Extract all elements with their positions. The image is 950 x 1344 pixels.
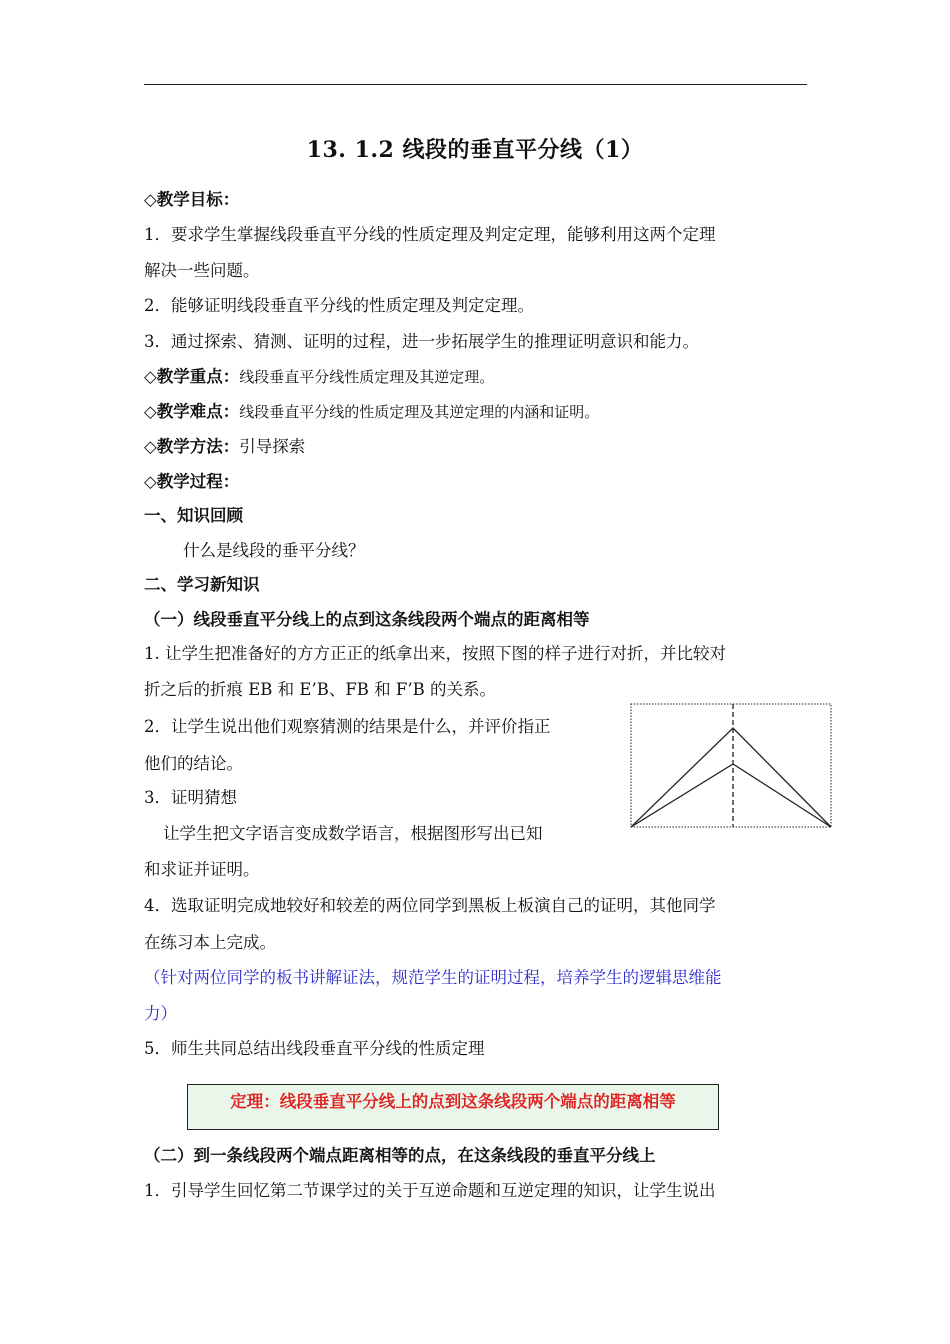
focus-row bbox=[144, 366, 494, 388]
step1-a: 1. 让学生把准备好的方方正正的纸拿出来，按照下图的样子进行对折，并比较对 bbox=[144, 644, 726, 663]
method-label: ◇教学方法： bbox=[144, 437, 240, 456]
section1-question: 什么是线段的垂平分线？ bbox=[183, 541, 365, 560]
step4-b: 在练习本上完成。 bbox=[144, 933, 276, 952]
step5: 5．师生共同总结出线段垂直平分线的性质定理 bbox=[144, 1039, 485, 1058]
objective-3: 3．通过探索、猜测、证明的过程，进一步拓展学生的推理证明意识和能力。 bbox=[144, 332, 699, 351]
objective-2: 2．能够证明线段垂直平分线的性质定理及判定定理。 bbox=[144, 296, 534, 315]
objectives-heading: ◇教学目标： bbox=[144, 190, 240, 209]
step1-b: 折之后的折痕 EB 和 E’B、FB 和 F’B 的关系。 bbox=[144, 680, 496, 699]
method-row bbox=[144, 436, 305, 458]
step2-a: 2．让学生说出他们观察猜测的结果是什么，并评价指正 bbox=[144, 717, 551, 736]
difficulty-row bbox=[144, 401, 599, 423]
subsection2-heading: （二）到一条线段两个端点距离相等的点，在这条线段的垂直平分线上 bbox=[144, 1146, 656, 1165]
step3-b: 和求证并证明。 bbox=[144, 860, 260, 879]
objective-1a: 1．要求学生掌握线段垂直平分线的性质定理及判定定理，能够利用这两个定理 bbox=[144, 225, 716, 244]
focus-text: 线段垂直平分线性质定理及其逆定理。 bbox=[239, 368, 495, 386]
subsection1-heading: （一）线段垂直平分线上的点到这条线段两个端点的距离相等 bbox=[144, 610, 590, 629]
section2-heading: 二、学习新知识 bbox=[144, 575, 260, 594]
crease-inner bbox=[631, 764, 831, 827]
step4-a: 4．选取证明完成地较好和较差的两位同学到黑板上板演自己的证明，其他同学 bbox=[144, 896, 716, 915]
folded-paper-figure bbox=[628, 701, 834, 831]
method-text: 引导探索 bbox=[239, 437, 306, 456]
step2-b: 他们的结论。 bbox=[144, 754, 243, 773]
step3-heading: 3．证明猜想 bbox=[144, 788, 237, 807]
difficulty-text: 线段垂直平分线的性质定理及其逆定理的内涵和证明。 bbox=[239, 403, 600, 421]
focus-label: ◇教学重点： bbox=[144, 367, 240, 386]
teaching-note-a: （针对两位同学的板书讲解证法，规范学生的证明过程，培养学生的逻辑思维能 bbox=[144, 968, 722, 987]
page-title: 13. 1.2 线段的垂直平分线（1） bbox=[306, 137, 644, 163]
difficulty-label: ◇教学难点： bbox=[144, 402, 240, 421]
crease-outer bbox=[631, 728, 831, 827]
process-heading: ◇教学过程： bbox=[144, 472, 240, 491]
objective-1b: 解决一些问题。 bbox=[144, 261, 260, 280]
theorem-box: 定理：线段垂直平分线上的点到这条线段两个端点的距离相等 bbox=[187, 1084, 719, 1130]
header-rule bbox=[144, 84, 807, 85]
teaching-note-b: 力） bbox=[144, 1004, 177, 1023]
section1-heading: 一、知识回顾 bbox=[144, 506, 243, 525]
subsection2-step1: 1．引导学生回忆第二节课学过的关于互逆命题和互逆定理的知识，让学生说出 bbox=[144, 1181, 716, 1200]
step3-a: 让学生把文字语言变成数学语言，根据图形写出已知 bbox=[163, 824, 543, 843]
